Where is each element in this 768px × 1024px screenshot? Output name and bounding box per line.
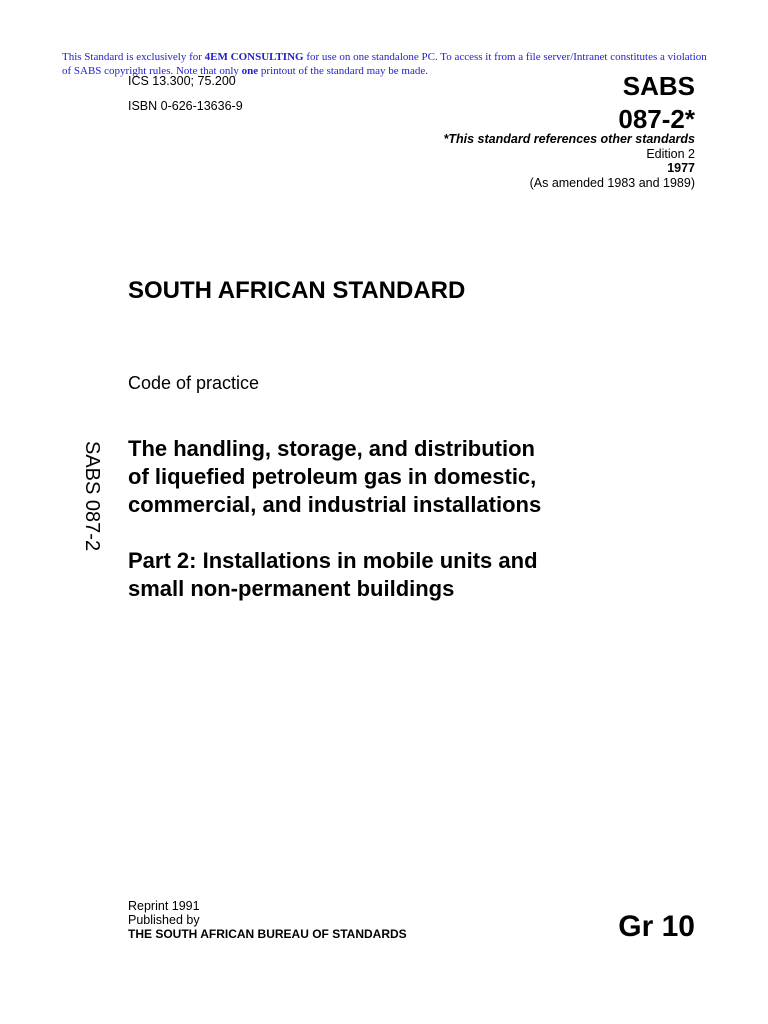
edition-info (444, 132, 695, 190)
price-grade: Gr 10 (618, 910, 695, 943)
notice-emphasis: one (241, 65, 259, 77)
page-title: SOUTH AFRICAN STANDARD (128, 277, 466, 304)
title-line: commercial, and industrial installations (128, 492, 542, 517)
notice-suffix: printout of the standard may be made. (258, 65, 428, 77)
notice-middle: for use on one standalone PC. To access it from a file server/Intranet constitutes a violation of SABS copyright rules. Note that only (62, 51, 707, 77)
publication-info (128, 899, 407, 941)
reprint-year: Reprint 1991 (128, 899, 200, 913)
published-by-label: Published by (128, 913, 200, 927)
standard-code-line2: 087-2* (618, 104, 695, 134)
edition-number: Edition 2 (646, 146, 695, 161)
spine-label: SABS 087-2 (81, 441, 103, 552)
part-line: Part 2: Installations in mobile units and (128, 548, 538, 573)
notice-prefix: This Standard is exclusively for (62, 51, 205, 63)
part-line: small non-permanent buildings (128, 576, 455, 601)
part-title (128, 547, 648, 603)
notice-licensee: 4EM CONSULTING (204, 51, 304, 63)
standard-code-line1: SABS (622, 71, 695, 101)
edition-year: 1977 (667, 161, 695, 175)
document-title (128, 435, 648, 519)
title-line: of liquefied petroleum gas in domestic, (128, 464, 537, 489)
isbn-number: ISBN 0-626-13636-9 (128, 99, 243, 113)
document-type: Code of practice (128, 373, 260, 393)
title-line: The handling, storage, and distribution (128, 436, 535, 461)
ics-code: ICS 13.300; 75.200 (128, 74, 236, 88)
amendment-note: (As amended 1983 and 1989) (529, 175, 695, 190)
publisher-name: THE SOUTH AFRICAN BUREAU OF STANDARDS (128, 927, 407, 941)
standard-code (618, 70, 695, 136)
references-note: *This standard references other standards (443, 132, 695, 146)
